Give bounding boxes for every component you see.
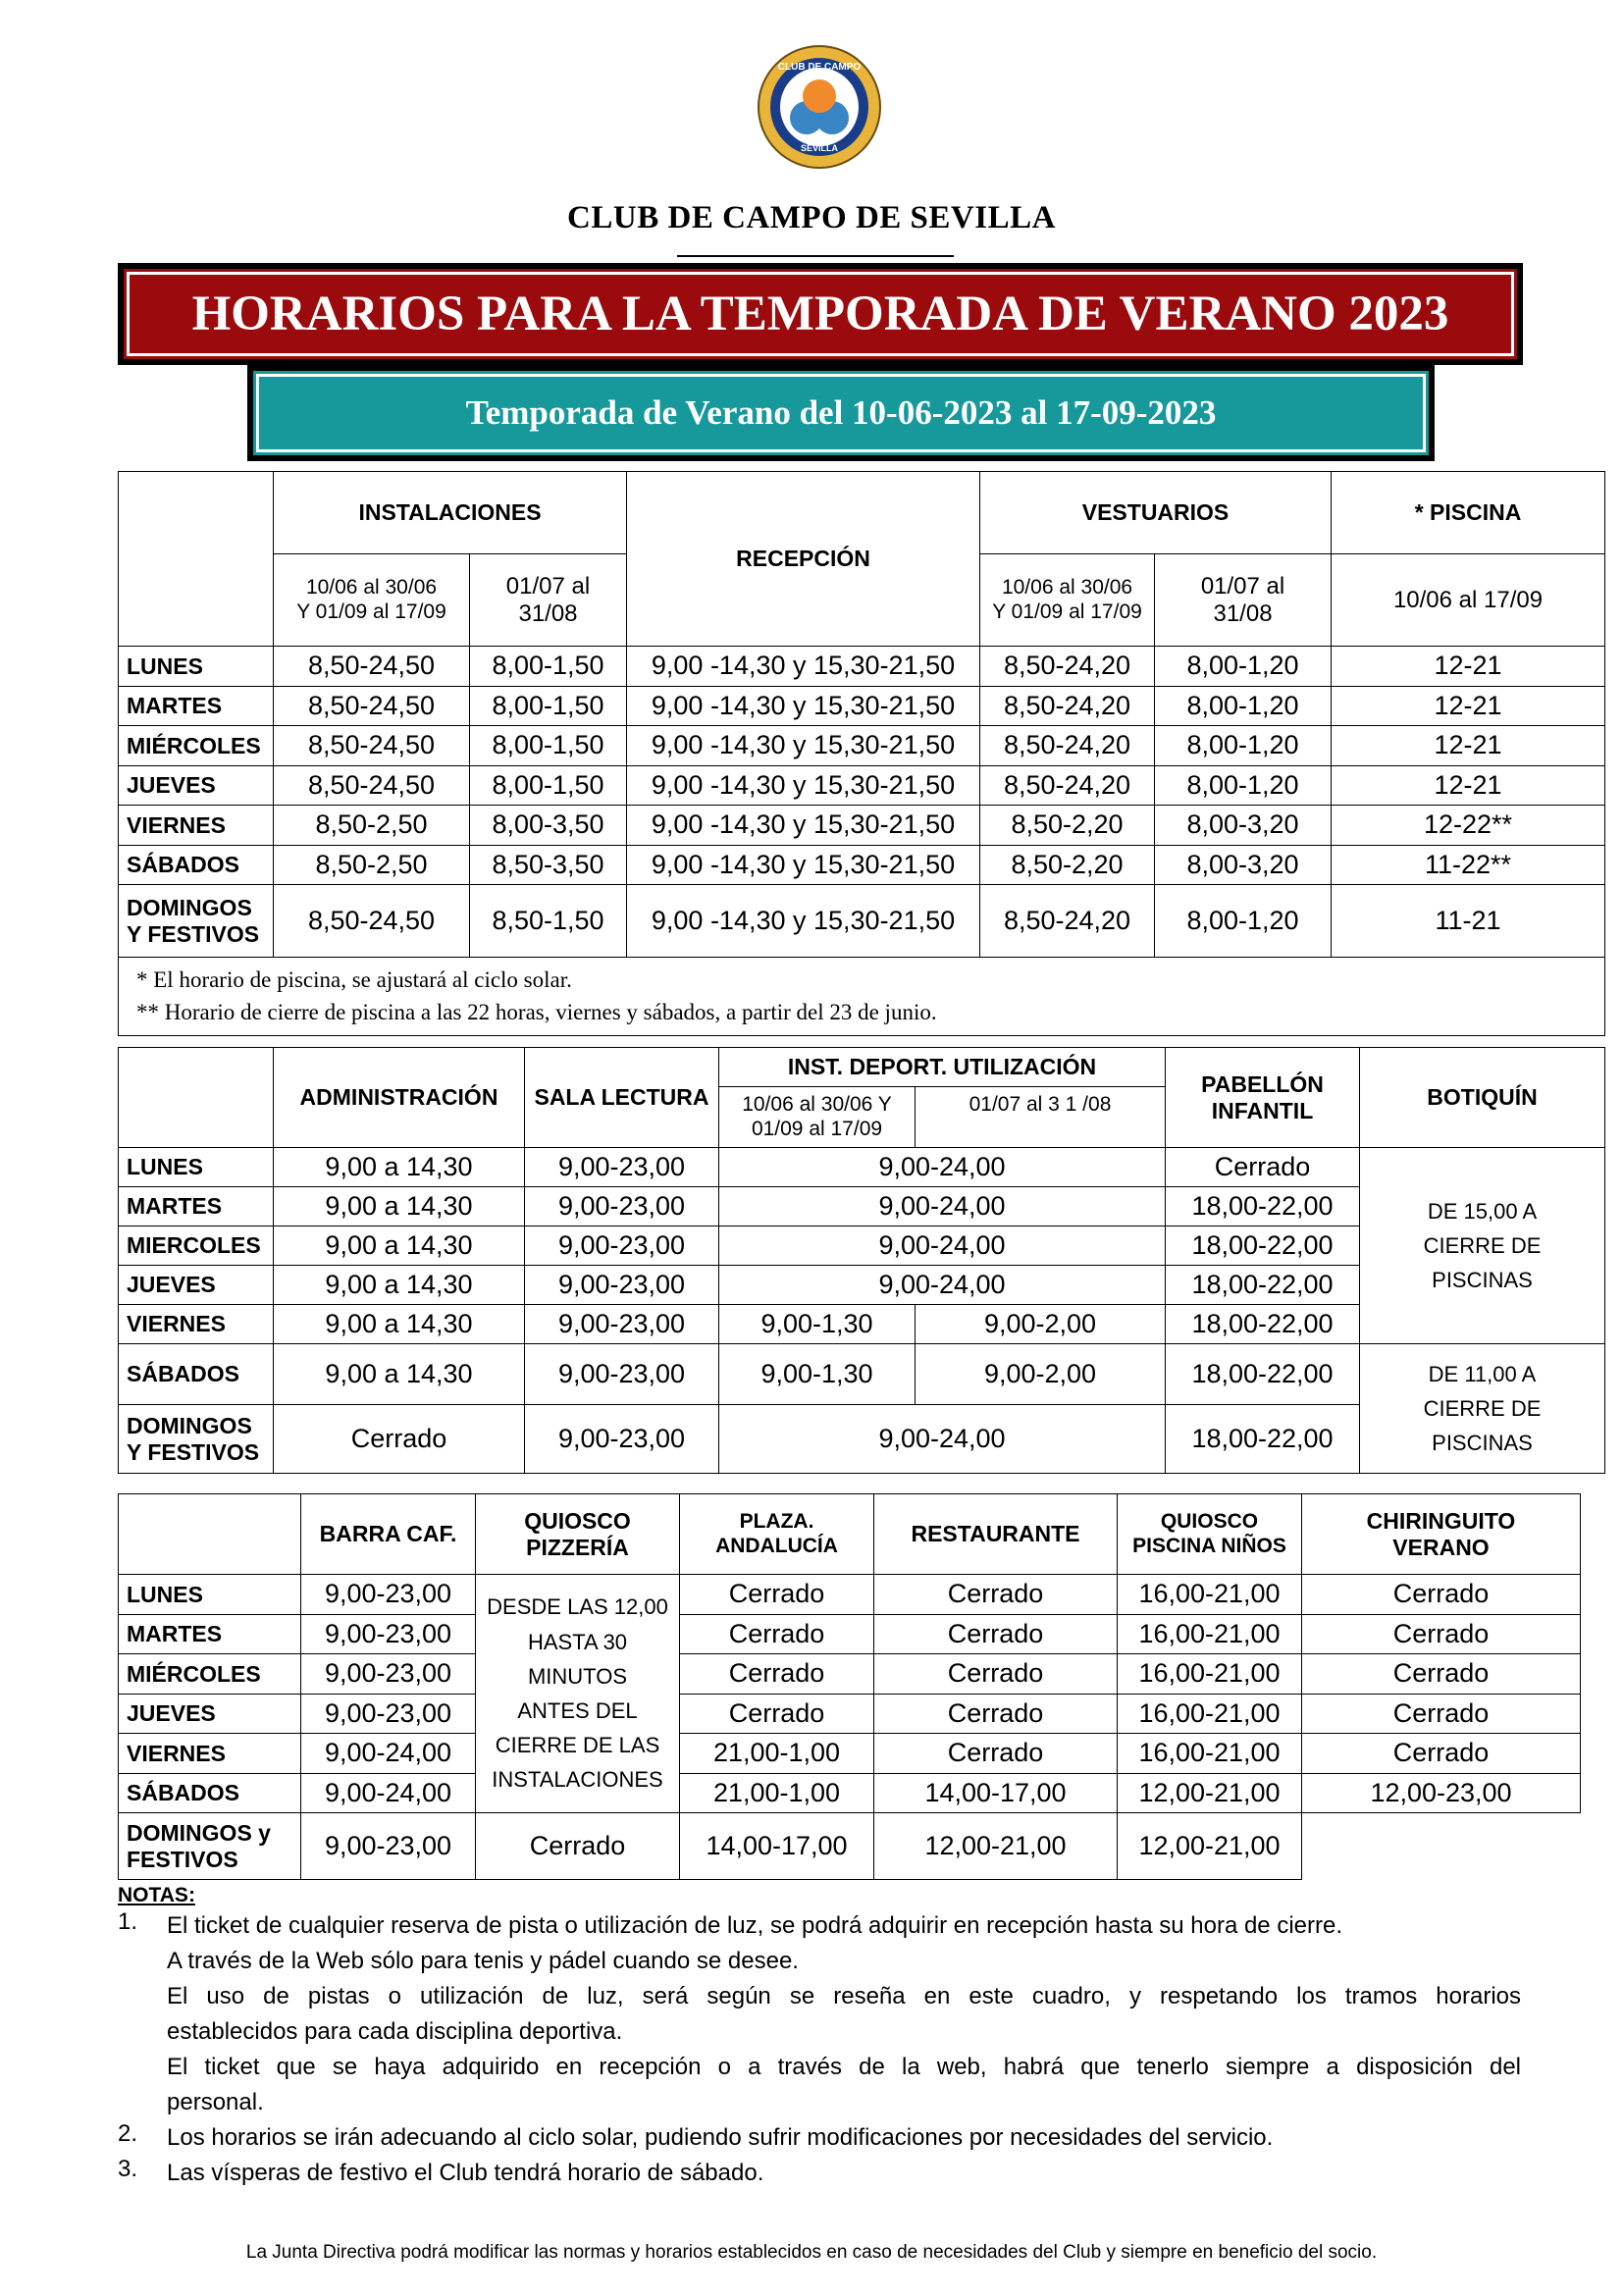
table-cell: 9,00-24,00: [301, 1773, 476, 1813]
table-cell: 9,00-23,00: [301, 1654, 476, 1695]
subheader-inst-b: 01/07 al 3 1 /08: [916, 1087, 1166, 1148]
table-cell: Cerrado: [1302, 1734, 1581, 1774]
table-row-day: MIÉRCOLES: [119, 1654, 301, 1695]
schedule-table-hospitality: [118, 1493, 1581, 1880]
table-cell: 16,00-21,00: [1118, 1614, 1302, 1654]
table-cell: 12,00-21,00: [1118, 1773, 1302, 1813]
table-cell: Cerrado: [476, 1813, 680, 1880]
table-cell: 9,00-23,00: [525, 1187, 719, 1226]
header-quiosco-pizzeria: QUIOSCO PIZZERÍA: [476, 1494, 680, 1575]
table-cell: Cerrado: [1302, 1654, 1581, 1695]
table-cell: Cerrado: [874, 1575, 1118, 1615]
table-row-day: SÁBADOS: [119, 1773, 301, 1813]
table-cell: 9,00-24,00: [719, 1226, 1166, 1266]
subheader-vest-a: 10/06 al 30/06 Y 01/09 al 17/09: [980, 554, 1155, 647]
table-cell: 9,00 a 14,30: [274, 1305, 525, 1344]
table-cell: 16,00-21,00: [1118, 1694, 1302, 1734]
table-row-day: MIÉRCOLES: [119, 726, 274, 766]
table-cell: 8,50-24,20: [980, 885, 1155, 958]
table-cell: 8,50-24,50: [274, 647, 470, 687]
subheader-inst-b: 01/07 al 31/08: [470, 554, 627, 647]
table-cell: Cerrado: [874, 1694, 1118, 1734]
table-cell: 8,50-24,50: [274, 885, 470, 958]
botiquin-weekday: DE 15,00 A CIERRE DE PISCINAS: [1360, 1148, 1605, 1344]
note-1-line-6: personal.: [167, 2089, 264, 2115]
note-1-line-4: establecidos para cada disciplina deportiva.: [167, 2018, 623, 2045]
table-cell: 16,00-21,00: [1118, 1575, 1302, 1615]
table-row-day: JUEVES: [119, 1266, 274, 1305]
table-cell: 9,00-23,00: [525, 1305, 719, 1344]
note-number: 2.: [118, 2120, 138, 2147]
table-cell: 9,00 a 14,30: [274, 1148, 525, 1187]
table-cell: 11-21: [1332, 885, 1605, 958]
table-cell: 18,00-22,00: [1166, 1187, 1360, 1226]
header-pabellon: PABELLÓN INFANTIL: [1166, 1048, 1360, 1148]
table-cell: 9,00-2,00: [916, 1305, 1166, 1344]
table-row-day: DOMINGOS Y FESTIVOS: [119, 885, 274, 958]
table-cell: 8,00-1,20: [1155, 686, 1332, 726]
header-administracion: ADMINISTRACIÓN: [274, 1048, 525, 1148]
subtitle: Temporada de Verano del 10-06-2023 al 17-09-2023: [465, 393, 1217, 432]
table-cell: Cerrado: [874, 1614, 1118, 1654]
table-cell: 16,00-21,00: [1118, 1654, 1302, 1695]
table-row-day: LUNES: [119, 1148, 274, 1187]
note-number: 3.: [118, 2156, 138, 2182]
table-cell: 21,00-1,00: [680, 1773, 874, 1813]
table-cell: 12-21: [1332, 686, 1605, 726]
note-2: Los horarios se irán adecuando al ciclo solar, pudiendo sufrir modificaciones por necesidades del servicio.: [167, 2124, 1274, 2151]
table-cell: 9,00-23,00: [301, 1614, 476, 1654]
table-cell: Cerrado: [1302, 1694, 1581, 1734]
table-cell: 16,00-21,00: [1118, 1734, 1302, 1774]
table-cell: 18,00-22,00: [1166, 1226, 1360, 1266]
club-title: CLUB DE CAMPO DE SEVILLA: [567, 200, 1056, 235]
corner-cell: [119, 472, 274, 647]
table-cell: 18,00-22,00: [1166, 1405, 1360, 1474]
table-row: [119, 1148, 1605, 1187]
table-cell: 8,50-24,20: [980, 765, 1155, 806]
table-cell: 14,00-17,00: [680, 1813, 874, 1880]
table-cell: Cerrado: [680, 1654, 874, 1695]
table-cell: 9,00 a 14,30: [274, 1187, 525, 1226]
corner-cell: [119, 1048, 274, 1148]
header-instalaciones: INSTALACIONES: [274, 472, 627, 554]
table-cell: Cerrado: [274, 1405, 525, 1474]
table-cell: 9,00-23,00: [525, 1405, 719, 1474]
table-cell: Cerrado: [680, 1694, 874, 1734]
table-row: [119, 647, 1605, 687]
header-restaurante: RESTAURANTE: [874, 1494, 1118, 1575]
table-cell: 9,00 -14,30 y 15,30-21,50: [627, 885, 980, 958]
club-title-underline: [677, 255, 954, 257]
table-cell: 9,00 -14,30 y 15,30-21,50: [627, 647, 980, 687]
table-row: [119, 686, 1605, 726]
table-cell: 8,00-1,50: [470, 765, 627, 806]
table-row-day: DOMINGOS Y FESTIVOS: [119, 1405, 274, 1474]
table-cell: Cerrado: [1302, 1575, 1581, 1615]
table-cell: 9,00 -14,30 y 15,30-21,50: [627, 845, 980, 885]
table-row-day: JUEVES: [119, 765, 274, 806]
table-cell: 9,00-24,00: [719, 1187, 1166, 1226]
subheader-vest-b: 01/07 al 31/08: [1155, 554, 1332, 647]
table-cell: 8,50-24,20: [980, 647, 1155, 687]
note-1-line-1: El ticket de cualquier reserva de pista o utilización de luz, se podrá adquirir en recepción hasta su hora de cierre.: [167, 1912, 1342, 1939]
footer-disclaimer: La Junta Directiva podrá modificar las normas y horarios establecidos en caso de necesidades del Club y siempre en beneficio del socio.: [245, 2242, 1378, 2263]
table-row-day: MARTES: [119, 686, 274, 726]
table-cell: 9,00-23,00: [525, 1226, 719, 1266]
table-cell: 18,00-22,00: [1166, 1344, 1360, 1405]
table-cell: 8,00-3,50: [470, 806, 627, 846]
table-cell: 9,00 -14,30 y 15,30-21,50: [627, 806, 980, 846]
table-row-day: VIERNES: [119, 1734, 301, 1774]
table-cell: 9,00-1,30: [719, 1305, 916, 1344]
table-row: [119, 1575, 1581, 1615]
table-cell: 8,00-1,50: [470, 726, 627, 766]
table-cell: 9,00-23,00: [301, 1575, 476, 1615]
header-plaza-andalucia: PLAZA. ANDALUCÍA: [680, 1494, 874, 1575]
table-cell: 8,00-1,50: [470, 686, 627, 726]
header-quiosco-piscina: QUIOSCO PISCINA NIÑOS: [1118, 1494, 1302, 1575]
table-cell: 8,00-3,20: [1155, 806, 1332, 846]
subtitle-banner: [247, 365, 1435, 461]
table-cell: 9,00-23,00: [301, 1813, 476, 1880]
subheader-piscina: 10/06 al 17/09: [1332, 554, 1605, 647]
note-1-line-5: El ticket que se haya adquirido en recepción o a través de la web, habrá que tenerlo siempre a disposición del: [167, 2054, 1521, 2080]
table-cell: 8,50-3,50: [470, 845, 627, 885]
table-cell: 9,00-23,00: [525, 1148, 719, 1187]
table-cell: Cerrado: [1166, 1148, 1360, 1187]
table-cell: 8,00-1,20: [1155, 765, 1332, 806]
table-cell: 9,00 a 14,30: [274, 1266, 525, 1305]
table-cell: Cerrado: [680, 1614, 874, 1654]
table-row-day: JUEVES: [119, 1694, 301, 1734]
table-footnotes: [119, 958, 1605, 1036]
table-row: [119, 1773, 1581, 1813]
note-3: Las vísperas de festivo el Club tendrá horario de sábado.: [167, 2160, 764, 2186]
table-cell: 9,00 -14,30 y 15,30-21,50: [627, 686, 980, 726]
table-cell: 12-21: [1332, 647, 1605, 687]
table-cell: 9,00 -14,30 y 15,30-21,50: [627, 765, 980, 806]
table-cell: 8,00-1,20: [1155, 726, 1332, 766]
table-row-day: LUNES: [119, 647, 274, 687]
table-cell: 8,50-24,20: [980, 726, 1155, 766]
table-row-day: DOMINGOS y FESTIVOS: [119, 1813, 301, 1880]
note-number: 1.: [118, 1908, 138, 1935]
schedule-table-general: [118, 471, 1605, 1036]
header-vestuarios: VESTUARIOS: [980, 472, 1332, 554]
table-cell: 12-21: [1332, 765, 1605, 806]
table-cell: Cerrado: [680, 1575, 874, 1615]
quiosco-pizzeria-hours: DESDE LAS 12,00 HASTA 30 MINUTOS ANTES DEL CIERRE DE LAS INSTALACIONES: [476, 1575, 680, 1813]
table-row: [119, 806, 1605, 846]
table-cell: 9,00-24,00: [301, 1734, 476, 1774]
main-title-banner: [118, 263, 1523, 365]
table-cell: 9,00-24,00: [719, 1405, 1166, 1474]
table-cell: 12-21: [1332, 726, 1605, 766]
table-cell: 8,50-1,50: [470, 885, 627, 958]
table-cell: 18,00-22,00: [1166, 1266, 1360, 1305]
table-cell: 8,00-1,20: [1155, 647, 1332, 687]
table-row-day: MARTES: [119, 1614, 301, 1654]
schedule-table-services: [118, 1047, 1605, 1474]
table-cell: 8,50-24,50: [274, 726, 470, 766]
table-cell: 9,00-24,00: [719, 1148, 1166, 1187]
subheader-inst-a: 10/06 al 30/06 Y 01/09 al 17/09: [274, 554, 470, 647]
table-cell: 8,50-2,50: [274, 845, 470, 885]
header-piscina: * PISCINA: [1332, 472, 1605, 554]
table-cell: 12-22**: [1332, 806, 1605, 846]
table-row-day: VIERNES: [119, 806, 274, 846]
table-cell: 9,00-1,30: [719, 1344, 916, 1405]
table-cell: 8,50-2,20: [980, 806, 1155, 846]
table-cell: 8,50-2,50: [274, 806, 470, 846]
table-cell: 8,50-24,50: [274, 686, 470, 726]
logo-bottom-text: SEVILLA: [800, 143, 839, 153]
note-1-line-2: A través de la Web sólo para tenis y pádel cuando se desee.: [167, 1948, 799, 1974]
table-row: [119, 845, 1605, 885]
table-cell: 8,50-2,20: [980, 845, 1155, 885]
notes-title: NOTAS:: [118, 1884, 195, 1906]
header-sala-lectura: SALA LECTURA: [525, 1048, 719, 1148]
table-row-day: VIERNES: [119, 1305, 274, 1344]
table-row: [119, 1614, 1581, 1654]
table-row-day: MIERCOLES: [119, 1226, 274, 1266]
table-row-day: LUNES: [119, 1575, 301, 1615]
table-row-day: SÁBADOS: [119, 1344, 274, 1405]
footnote-1: * El horario de piscina, se ajustará al ciclo solar.: [136, 967, 572, 992]
table-cell: 12,00-21,00: [1118, 1813, 1302, 1880]
table-cell: 8,50-24,20: [980, 686, 1155, 726]
table-cell: 11-22**: [1332, 845, 1605, 885]
table-cell: Cerrado: [1302, 1614, 1581, 1654]
table-cell: 18,00-22,00: [1166, 1305, 1360, 1344]
header-recepcion: RECEPCIÓN: [627, 472, 980, 647]
table-cell: 12,00-23,00: [1302, 1773, 1581, 1813]
table-cell: 9,00-2,00: [916, 1344, 1166, 1405]
header-chiringuito: CHIRINGUITO VERANO: [1302, 1494, 1581, 1575]
table-cell: 14,00-17,00: [874, 1773, 1118, 1813]
table-cell: 12,00-21,00: [874, 1813, 1118, 1880]
table-cell: 8,00-1,50: [470, 647, 627, 687]
corner-cell: [119, 1494, 301, 1575]
table-row: [119, 1654, 1581, 1695]
table-cell: 9,00 -14,30 y 15,30-21,50: [627, 726, 980, 766]
table-cell: Cerrado: [874, 1654, 1118, 1695]
header-barra-caf: BARRA CAF.: [301, 1494, 476, 1575]
table-cell: 9,00 a 14,30: [274, 1344, 525, 1405]
table-cell: 8,00-1,20: [1155, 885, 1332, 958]
subheader-inst-a: 10/06 al 30/06 Y 01/09 al 17/09: [719, 1087, 916, 1148]
table-row-day: MARTES: [119, 1187, 274, 1226]
club-logo: [756, 43, 883, 171]
botiquin-weekend: DE 11,00 A CIERRE DE PISCINAS: [1360, 1344, 1605, 1474]
table-cell: 8,50-24,50: [274, 765, 470, 806]
header-inst-deport: INST. DEPORT. UTILIZACIÓN: [719, 1048, 1166, 1087]
table-row-day: SÁBADOS: [119, 845, 274, 885]
table-row: [119, 765, 1605, 806]
table-cell: 21,00-1,00: [680, 1734, 874, 1774]
note-1-line-3: El uso de pistas o utilización de luz, será según se reseña en este cuadro, y respetando los tramos horarios: [167, 1983, 1521, 2009]
table-row: [119, 1734, 1581, 1774]
table-cell: 9,00-23,00: [301, 1694, 476, 1734]
table-cell: 9,00 a 14,30: [274, 1226, 525, 1266]
table-row: [119, 1694, 1581, 1734]
footnote-2: ** Horario de cierre de piscina a las 22 horas, viernes y sábados, a partir del 23 de junio.: [136, 1000, 937, 1025]
header-botiquin: BOTIQUÍN: [1360, 1048, 1605, 1148]
table-cell: 9,00-24,00: [719, 1266, 1166, 1305]
main-title: HORARIOS PARA LA TEMPORADA DE VERANO 2023: [191, 287, 1449, 341]
table-cell: 8,00-3,20: [1155, 845, 1332, 885]
table-cell: Cerrado: [874, 1734, 1118, 1774]
table-row: [119, 726, 1605, 766]
table-cell: 9,00-23,00: [525, 1344, 719, 1405]
table-cell: 9,00-23,00: [525, 1266, 719, 1305]
logo-top-text: CLUB DE CAMPO: [777, 62, 862, 73]
